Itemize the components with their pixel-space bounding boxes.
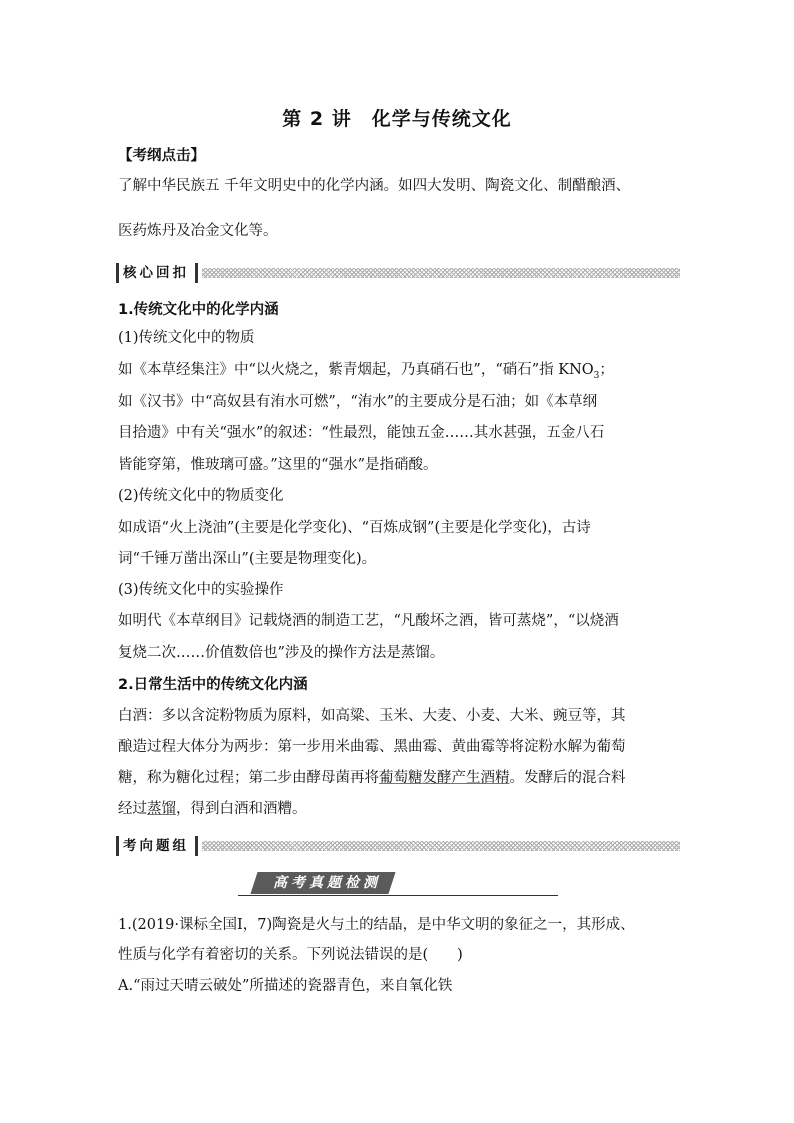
s1-line-1-text: 如《本草经集注》中“以火烧之，紫青烟起，乃真硝石也”，“硝石”指 KNO <box>118 362 594 378</box>
s1-line-7: 如明代《本草纲目》记载烧酒的制造工艺，“凡酸坏之酒，皆可蒸烧”，“以烧酒 <box>118 613 619 629</box>
exam-banner <box>238 872 558 898</box>
banner-text: 高考真题检测 <box>273 875 381 891</box>
s1-line-1-end: ； <box>599 362 614 378</box>
s1-line-3: 目拾遗》中有关“强水”的叙述：“性最烈，能蚀五金……其水甚强，五金八石 <box>118 425 605 441</box>
s1-line-6: 词“千锤万凿出深山”(主要是物理变化)。 <box>118 551 377 567</box>
kaogang-line-1: 了解中华民族五 千年文明史中的化学内涵。如四大发明、陶瓷文化、制醋酿酒、 <box>118 178 631 194</box>
s1-line-2: 如《汉书》中“高奴县有洧水可燃”，“洧水”的主要成分是石油；如《本草纲 <box>118 394 598 410</box>
s2-line-1: 白酒：多以含淀粉物质为原料，如高粱、玉米、大麦、小麦、大米、豌豆等，其 <box>118 708 626 724</box>
s1-line-1-subscript: 3 <box>593 370 600 381</box>
section-header-questions <box>116 836 680 856</box>
s2-line-3-underlined: 葡萄糖发酵产生酒精 <box>379 770 510 786</box>
s1-line-8: 复烧二次……价值数倍也”涉及的操作方法是蒸馏。 <box>118 645 445 661</box>
s1-line-1 <box>118 360 614 386</box>
q1-line-2: 性质与化学有着密切的关系。下列说法错误的是( ) <box>118 947 463 963</box>
s2-line-4 <box>118 799 307 819</box>
s2-heading: 2.日常生活中的传统文化内涵 <box>118 677 308 693</box>
s2-line-4-underlined: 蒸馏 <box>147 801 176 817</box>
s1-sub3: (3)传统文化中的实验操作 <box>118 582 284 598</box>
s1-line-5: 如成语“火上浇油”(主要是化学变化)、“百炼成钢”(主要是化学变化)，古诗 <box>118 520 591 536</box>
s2-line-4-a: 经过 <box>118 801 147 817</box>
s2-line-3-b: 。发酵后的混合料 <box>509 770 626 786</box>
section-header-core <box>116 263 680 283</box>
kaogang-line-2: 医药炼丹及冶金文化等。 <box>118 223 278 239</box>
s2-line-2: 酿造过程大体分为两步：第一步用米曲霉、黑曲霉、黄曲霉等将淀粉水解为葡萄 <box>118 739 626 755</box>
section-pattern <box>202 268 680 278</box>
s1-sub2: (2)传统文化中的物质变化 <box>118 488 284 504</box>
section-label-questions: 考向题组 <box>116 836 198 856</box>
s1-sub1: (1)传统文化中的物质 <box>118 330 255 346</box>
q1-line-1: 1.(2019·课标全国Ⅰ，7)陶瓷是火与土的结晶，是中华文明的象征之一，其形成、 <box>118 917 635 933</box>
section-pattern <box>202 841 680 851</box>
q1-option-a: A.“雨过天晴云破处”所描述的瓷器青色，来自氧化铁 <box>118 978 453 994</box>
section-label-core: 核心回扣 <box>116 263 198 283</box>
s2-line-4-b: ，得到白酒和酒糟。 <box>176 801 307 817</box>
s1-heading: 1.传统文化中的化学内涵 <box>118 302 279 318</box>
banner-rule <box>238 895 558 896</box>
kaogang-heading: 【考纲点击】 <box>118 148 205 164</box>
s2-line-3 <box>118 768 626 788</box>
s1-line-4: 皆能穿第，惟玻璃可盛。”这里的“强水”是指硝酸。 <box>118 457 438 473</box>
page-title: 第 2 讲 化学与传统文化 <box>282 108 512 130</box>
s2-line-3-a: 糖，称为糖化过程；第二步由酵母菌再将 <box>118 770 379 786</box>
